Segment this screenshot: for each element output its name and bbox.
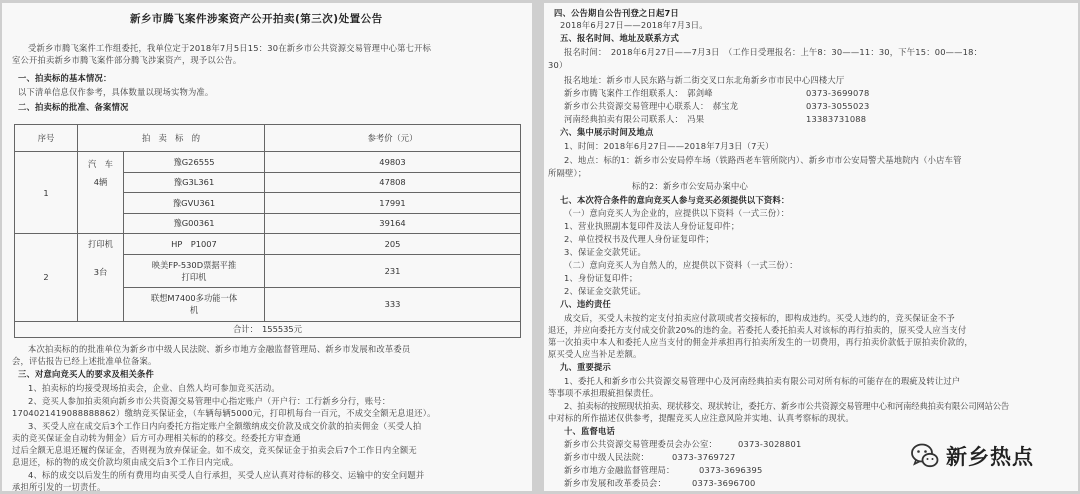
requirement-3-line-1: 3、买受人应在成交后3个工作日内向委托方指定账户全额缴纳成交价款及成交价款的拍卖佣金（买受人拍 [28, 421, 422, 431]
item-price: 333 [265, 288, 521, 322]
watermark [910, 441, 1034, 471]
contact-1-label: 新乡市腾飞案件工作组联系人： 郭剑峰 [564, 88, 713, 98]
contact-3-label: 河南经典拍卖有限公司联系人： 冯果 [564, 114, 705, 124]
category-name: 汽 车 [88, 159, 113, 170]
show-place-line-3: 标的2：新乡市公安局办案中心 [632, 181, 748, 191]
individual-docs-heading: （二）意向竞买人为自然人的，应提供以下资料（一式三份）： [564, 260, 798, 270]
item-price: 39164 [265, 213, 521, 234]
supervisor-4-phone: 0373-3696700 [692, 478, 756, 488]
category-name: 打印机 [88, 239, 113, 250]
contact-1-phone: 0373-3699078 [806, 88, 870, 98]
requirement-2-line-2: 1704021419088888862）缴纳竞买保证金，（车辆每辆5000元，打印机每台一百元，不成交全额无息退还）。 [12, 408, 436, 418]
individual-doc-2: 2、保证金交款凭证。 [564, 286, 646, 296]
item-price: 231 [265, 254, 521, 288]
supervisor-3-phone: 0373-3696395 [699, 465, 763, 475]
section-heading-4: 四、公告期自公告刊登之日起7日 [554, 8, 679, 18]
announcement-period: 2018年6月27日——2018年7月3日。 [560, 20, 708, 30]
supervisor-3-label: 新乡市地方金融监督管理局： [564, 465, 675, 475]
section-heading-7: 七、本次符合条件的意向竞买人参与竞买必须提供以下资料： [560, 195, 790, 205]
supervisor-1-label: 新乡市公共资源交易管理委员会办公室： [564, 439, 717, 449]
section-heading-6: 六、集中展示时间及地点 [560, 127, 654, 137]
section-heading-9: 九、重要提示 [560, 362, 611, 372]
category-count: 3台 [93, 267, 108, 278]
item-name-line-1: 映美FP-530D票据平推 [151, 259, 237, 270]
section-heading-8: 八、违约责任 [560, 299, 611, 309]
registration-address: 报名地址：新乡市人民东路与新二街交叉口东北角新乡市市民中心四楼大厅 [564, 75, 845, 85]
enterprise-doc-2: 2、单位授权书及代理人身份证复印件； [564, 234, 714, 244]
table-row [15, 152, 521, 173]
right-document-page [544, 3, 1078, 491]
intro-line-2: 室公开拍卖新乡市腾飞案件部分腾飞涉案资产，现予以公告。 [12, 55, 242, 65]
watermark-text: 新乡热点 [946, 445, 1034, 469]
individual-doc-1: 1、身份证复印件； [564, 273, 638, 283]
item-price: 47808 [265, 172, 521, 193]
registration-time-line-2: 30） [548, 60, 568, 70]
header-item: 拍 卖 标 的 [78, 125, 265, 152]
group-number: 1 [15, 152, 78, 234]
supervisor-2-label: 新乡市中级人民法院： [564, 452, 649, 462]
item-name: 豫GVU361 [124, 193, 265, 214]
supervisor-1-phone: 0373-3028801 [738, 439, 802, 449]
registration-time-line-1: 报名时间： 2018年6月27日——7月3日 （工作日受理报名：上午8：30——11：30，下午15：00——18： [564, 47, 983, 57]
requirement-4-line-1: 4、标的成交以后发生的所有费用均由买受人自行承担，买受人应认真对待标的移交、运输中的安全问题并 [28, 470, 425, 480]
notice-2-line-2: 中对标的所作描述仅供参考，提醒竞买人应注意风险并实地、认真考察标的现状。 [548, 413, 854, 423]
section-heading-3: 三、对意向竞买人的要求及相关条件 [18, 369, 154, 379]
enterprise-doc-1: 1、营业执照副本复印件及法人身份证复印件； [564, 221, 740, 231]
wechat-icon [910, 441, 940, 471]
table-total-row [15, 321, 521, 337]
section-heading-1: 一、拍卖标的基本情况： [18, 73, 112, 83]
group-number: 2 [15, 234, 78, 322]
enterprise-doc-3: 3、保证金交款凭证。 [564, 247, 646, 257]
liability-line-3: 第一次拍卖中本人和委托人应当支付的佣金并承担再行拍卖所发生的一切费用，再行拍卖价款低于原拍卖价款的， [548, 337, 973, 347]
requirement-3-line-4: 息退还，标的物的成交价款均须由成交后3个工作日内完成。 [12, 457, 239, 467]
requirement-1: 1、拍卖标的均接受现场拍卖会，企业、自然人均可参加竞买活动。 [28, 383, 280, 393]
left-document-page [2, 3, 532, 491]
notice-1-line-2: 等事项不承担瑕疵担保责任。 [548, 388, 659, 398]
section-1-text: 以下清单信息仅作参考，具体数量以现场实物为准。 [18, 87, 214, 97]
supervisor-4-label: 新乡市发展和改革委员会： [564, 478, 666, 488]
intro-line-1: 受新乡市腾飞案件工作组委托，我单位定于2018年7月5日15：30在新乡市公共资源交易管理中心第七开标 [28, 43, 432, 53]
approval-line-1: 本次拍卖标的的批准单位为新乡市中级人民法院、新乡市地方金融监督管理局、新乡市发展和改革委员 [28, 344, 411, 354]
item-name-line-2: 打印机 [181, 271, 207, 282]
contact-3-phone: 13383731088 [806, 114, 867, 124]
show-time: 1、时间：2018年6月27日——2018年7月3日（7天） [564, 141, 774, 151]
enterprise-docs-heading: （一）意向竞买人为企业的，应提供以下资料（一式三份）： [564, 208, 790, 218]
section-heading-10: 十、监督电话 [564, 426, 615, 436]
liability-line-1: 成交后，买受人未按约定支付拍卖应付款项或者交接标的，即构成违约。买受人违约的，竞买保证金不予 [564, 313, 955, 323]
show-place-line-1: 2、地点：标的1：新乡市公安局停车场（铁路西老车管所院内）、新乡市市公安局警犬基地院内（小店车管 [564, 155, 962, 165]
approval-line-2: 会，评估报告已经上述批准单位备案。 [12, 356, 157, 366]
supervisor-2-phone: 0373-3769727 [672, 452, 736, 462]
category-count: 4辆 [93, 177, 108, 188]
contact-2-phone: 0373-3055023 [806, 101, 870, 111]
table-total: 合计： 155535元 [15, 321, 521, 337]
contact-2-label: 新乡市公共资源交易管理中心联系人： 郝宝龙 [564, 101, 739, 111]
item-price: 205 [265, 234, 521, 255]
table-row [15, 234, 521, 255]
item-name: 豫G00361 [124, 213, 265, 234]
liability-line-4: 原买受人应当补足差额。 [548, 349, 642, 359]
auction-items-table [14, 124, 521, 338]
notice-1-line-1: 1、委托人和新乡市公共资源交易管理中心及河南经典拍卖有限公司对所有标的可能存在的瑕疵及转让过户 [564, 376, 961, 386]
item-name [124, 254, 265, 288]
table-header-row [15, 125, 521, 152]
requirement-2-line-1: 2、竞买人参加拍卖须向新乡市公共资源交易管理中心指定账户（开户行：工行新乡分行，账号： [28, 396, 391, 406]
header-price: 参考价（元） [265, 125, 521, 152]
show-place-line-2: 所隔壁）； [548, 168, 587, 178]
item-name: 豫G26555 [124, 152, 265, 173]
group-category [78, 152, 124, 234]
item-name-line-1: 联想M7400多功能一体 [150, 293, 238, 304]
item-name [124, 288, 265, 322]
item-price: 49803 [265, 152, 521, 173]
liability-line-2: 退还，并应向委托方支付成交价款20%的违约金。若委托人委托拍卖人对该标的再行拍卖的，原买受人应当支付 [548, 325, 967, 335]
item-name: 豫G3L361 [124, 172, 265, 193]
section-heading-5: 五、报名时间、地址及联系方式 [560, 33, 679, 43]
document-title: 新乡市腾飞案件涉案资产公开拍卖(第三次)处置公告 [130, 13, 383, 25]
item-price: 17991 [265, 193, 521, 214]
notice-2-line-1: 2、拍卖标的按照现状拍卖、现状移交、现状转让，委托方、新乡市公共资源交易管理中心和河南经典拍卖有限公司网站公告 [564, 401, 1010, 411]
group-category [78, 234, 124, 322]
header-index: 序号 [15, 125, 78, 152]
requirement-3-line-2: 卖的竞买保证金自动转为佣金）后方可办理相关标的的移交。经委托方审查通 [12, 433, 301, 443]
requirement-3-line-3: 过后全额无息退还履约保证金，否则视为放弃保证金。如不成交，竞买保证金于拍卖会后7个工作日内全额无 [12, 445, 417, 455]
item-name: HP P1007 [124, 234, 265, 255]
item-name-line-2: 机 [189, 305, 199, 316]
section-heading-2: 二、拍卖标的批准、备案情况 [18, 102, 129, 112]
requirement-4-line-2: 承担所引发的一切责任。 [12, 482, 106, 491]
